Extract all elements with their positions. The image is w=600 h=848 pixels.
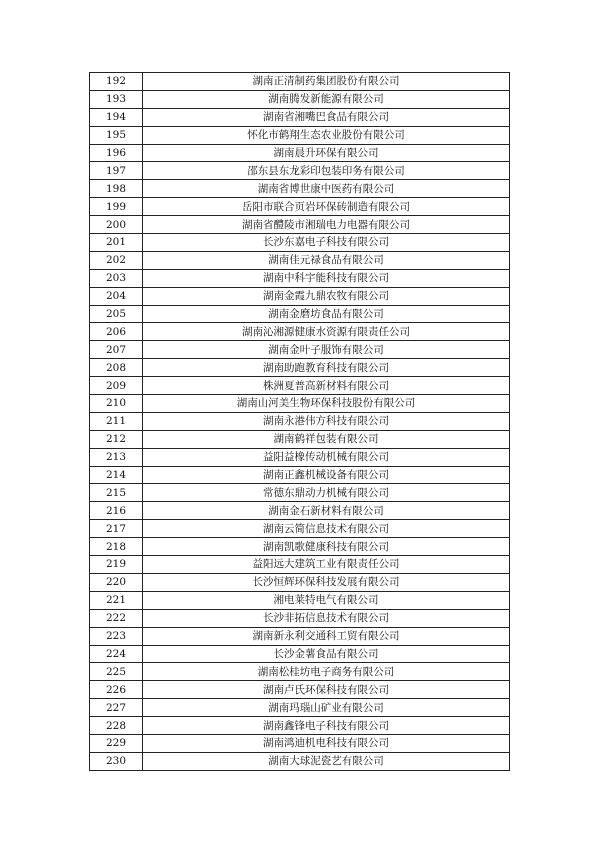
row-number: 196 <box>90 144 143 162</box>
table-row <box>90 430 510 448</box>
row-number: 201 <box>90 234 143 252</box>
company-name: 湖南松桂坊电子商务有限公司 <box>143 663 510 681</box>
table-row <box>90 395 510 413</box>
company-name: 长沙恒辉环保科技发展有限公司 <box>143 573 510 591</box>
table-row <box>90 341 510 359</box>
row-number: 228 <box>90 717 143 735</box>
row-number: 214 <box>90 466 143 484</box>
company-name: 湖南鹤祥包装有限公司 <box>143 430 510 448</box>
table-row <box>90 126 510 144</box>
company-name: 长沙非拓信息技术有限公司 <box>143 609 510 627</box>
table-row <box>90 502 510 520</box>
row-number: 225 <box>90 663 143 681</box>
company-name: 湖南佳元禄食品有限公司 <box>143 251 510 269</box>
row-number: 193 <box>90 90 143 108</box>
company-name: 湖南金石新材料有限公司 <box>143 502 510 520</box>
row-number: 221 <box>90 591 143 609</box>
company-name: 长沙金薯食品有限公司 <box>143 645 510 663</box>
row-number: 211 <box>90 412 143 430</box>
table-row <box>90 681 510 699</box>
table-row <box>90 234 510 252</box>
row-number: 226 <box>90 681 143 699</box>
company-name: 湖南鑫锋电子科技有限公司 <box>143 717 510 735</box>
company-name: 湖南永港伟方科技有限公司 <box>143 412 510 430</box>
company-name: 湖南新永利交通科工贸有限公司 <box>143 627 510 645</box>
table-row <box>90 699 510 717</box>
row-number: 217 <box>90 520 143 538</box>
company-name: 湖南省醴陵市湘瑞电力电器有限公司 <box>143 216 510 234</box>
company-list-table <box>89 72 510 771</box>
company-name: 湖南卢氏环保科技有限公司 <box>143 681 510 699</box>
row-number: 203 <box>90 269 143 287</box>
company-name: 岳阳市联合页岩环保砖制造有限公司 <box>143 198 510 216</box>
table-row <box>90 645 510 663</box>
table-row <box>90 556 510 574</box>
company-name: 湖南鸿迪机电科技有限公司 <box>143 734 510 752</box>
table-row <box>90 180 510 198</box>
table-row <box>90 73 510 91</box>
table-row <box>90 216 510 234</box>
row-number: 207 <box>90 341 143 359</box>
row-number: 202 <box>90 251 143 269</box>
company-name: 湖南正鑫机械设备有限公司 <box>143 466 510 484</box>
row-number: 219 <box>90 556 143 574</box>
table-row <box>90 305 510 323</box>
table-row <box>90 609 510 627</box>
row-number: 223 <box>90 627 143 645</box>
table-row <box>90 627 510 645</box>
table-row <box>90 520 510 538</box>
table-body <box>90 73 510 771</box>
table-row <box>90 484 510 502</box>
row-number: 222 <box>90 609 143 627</box>
company-name: 益阳益橡传动机械有限公司 <box>143 448 510 466</box>
company-name: 益阳远大建筑工业有限责任公司 <box>143 556 510 574</box>
row-number: 224 <box>90 645 143 663</box>
row-number: 204 <box>90 287 143 305</box>
table-row <box>90 538 510 556</box>
table-row <box>90 287 510 305</box>
row-number: 198 <box>90 180 143 198</box>
company-name: 湖南腾发新能源有限公司 <box>143 90 510 108</box>
company-name: 湖南省博世康中医药有限公司 <box>143 180 510 198</box>
company-name: 湖南正清制药集团股份有限公司 <box>143 73 510 91</box>
company-name: 湖南沁湘源健康水资源有限责任公司 <box>143 323 510 341</box>
row-number: 210 <box>90 395 143 413</box>
table-row <box>90 717 510 735</box>
table-row <box>90 144 510 162</box>
table-row <box>90 752 510 770</box>
company-name: 湖南金霞九鼎农牧有限公司 <box>143 287 510 305</box>
row-number: 216 <box>90 502 143 520</box>
table-row <box>90 734 510 752</box>
row-number: 227 <box>90 699 143 717</box>
row-number: 197 <box>90 162 143 180</box>
row-number: 194 <box>90 108 143 126</box>
company-name: 湖南凯歌健康科技有限公司 <box>143 538 510 556</box>
company-name: 湖南大球泥瓷艺有限公司 <box>143 752 510 770</box>
row-number: 208 <box>90 359 143 377</box>
row-number: 220 <box>90 573 143 591</box>
row-number: 218 <box>90 538 143 556</box>
company-name: 湖南山河美生物环保科技股份有限公司 <box>143 395 510 413</box>
row-number: 200 <box>90 216 143 234</box>
row-number: 213 <box>90 448 143 466</box>
table-row <box>90 573 510 591</box>
company-name: 湖南中科宇能科技有限公司 <box>143 269 510 287</box>
company-name: 株洲夏普高新材料有限公司 <box>143 377 510 395</box>
company-name: 湖南助跑教育科技有限公司 <box>143 359 510 377</box>
table-row <box>90 448 510 466</box>
table-row <box>90 591 510 609</box>
company-name: 湖南金叶子服饰有限公司 <box>143 341 510 359</box>
table-row <box>90 198 510 216</box>
row-number: 195 <box>90 126 143 144</box>
row-number: 192 <box>90 73 143 91</box>
company-name: 湖南云简信息技术有限公司 <box>143 520 510 538</box>
table-row <box>90 108 510 126</box>
row-number: 205 <box>90 305 143 323</box>
company-name: 湖南晨升环保有限公司 <box>143 144 510 162</box>
company-name: 长沙东嘉电子科技有限公司 <box>143 234 510 252</box>
company-name: 湖南省湘嘴巴食品有限公司 <box>143 108 510 126</box>
table-row <box>90 412 510 430</box>
table-row <box>90 359 510 377</box>
table-row <box>90 323 510 341</box>
row-number: 206 <box>90 323 143 341</box>
company-name: 邵东县东龙彩印包装印务有限公司 <box>143 162 510 180</box>
company-name: 湖南玛瑙山矿业有限公司 <box>143 699 510 717</box>
row-number: 215 <box>90 484 143 502</box>
table-row <box>90 269 510 287</box>
row-number: 229 <box>90 734 143 752</box>
row-number: 199 <box>90 198 143 216</box>
table-row <box>90 466 510 484</box>
table-row <box>90 251 510 269</box>
table-row <box>90 663 510 681</box>
row-number: 209 <box>90 377 143 395</box>
table-row <box>90 162 510 180</box>
table-row <box>90 377 510 395</box>
company-name: 常德东鼎动力机械有限公司 <box>143 484 510 502</box>
row-number: 230 <box>90 752 143 770</box>
company-name: 湘电莱特电气有限公司 <box>143 591 510 609</box>
company-name: 湖南金磨坊食品有限公司 <box>143 305 510 323</box>
company-name: 怀化市鹤翔生态农业股份有限公司 <box>143 126 510 144</box>
table-row <box>90 90 510 108</box>
row-number: 212 <box>90 430 143 448</box>
